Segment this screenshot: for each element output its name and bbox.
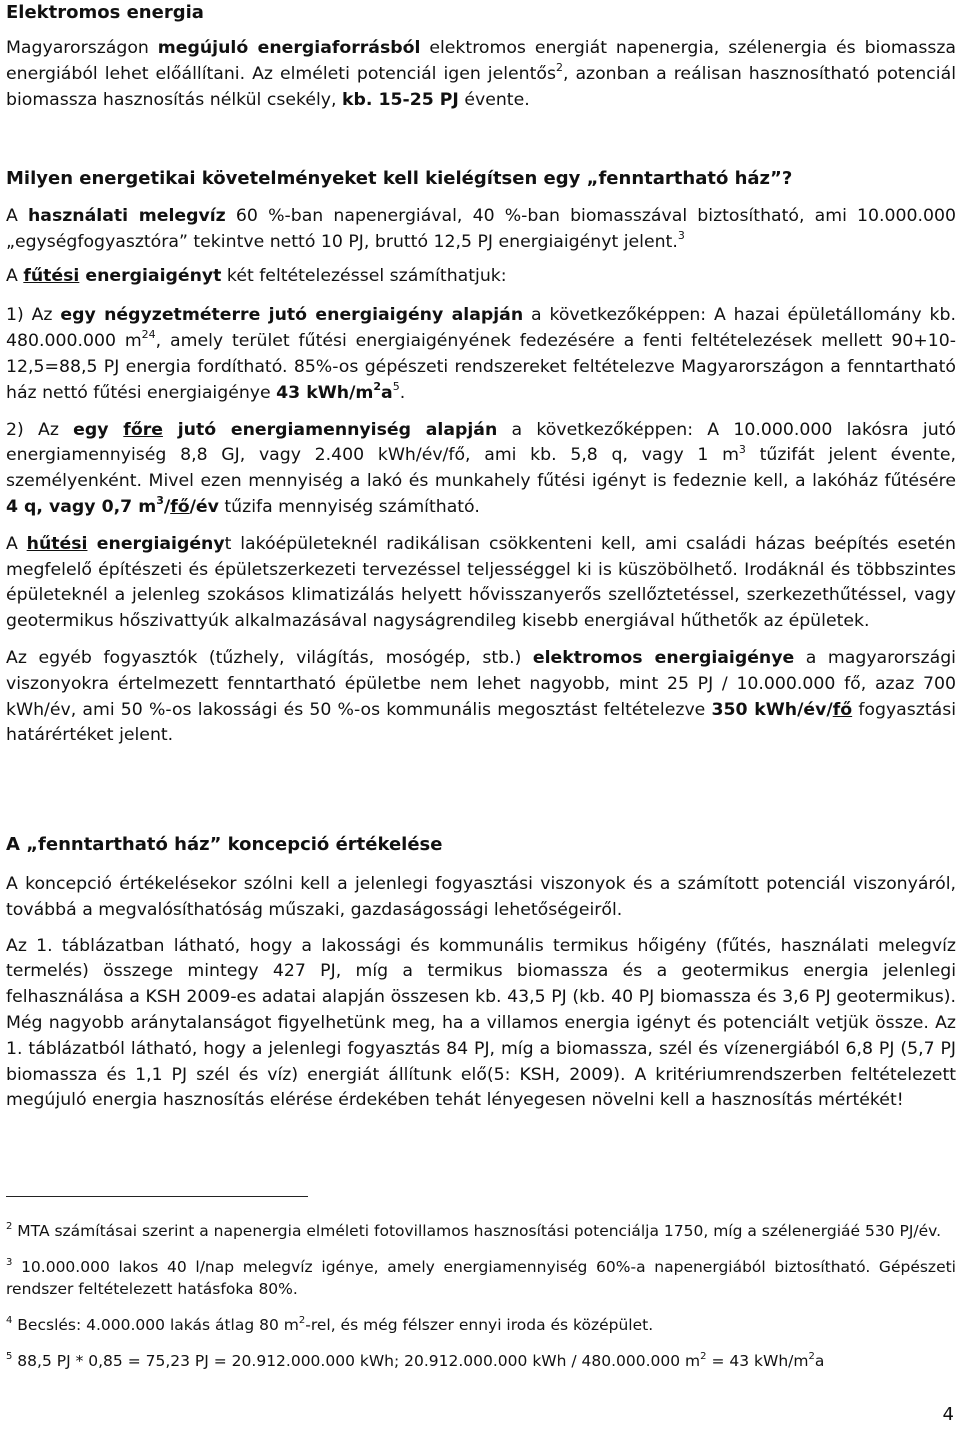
paragraph-evaluation-1: A koncepció értékelésekor szólni kell a jelenlegi fogyasztási viszonyok és a számított potenciál viszonyáról, továbbá a megvalósíthatóság műszaki, gazdaságossági lehetőségeiről.: [6, 874, 956, 920]
paragraph-cooling: A hűtési energiaigényt lakóépületeknél radikálisan csökkenteni kell, ami családi házas beépítés esetén megfelelő építészeti és épületszerkezeti tervezéssel teljességgel ki is küszöbölhető. Irodáknál és többszintes épületeknél a jelenleg szokásos klimatizálás helyett hővisszanyerős szellőztetéssel, szerkezethűtéssel, vagy geotermikus hőszivattyúk alkalmazásával nagyságrendileg kisebb energiával hűthetők az épületek.: [6, 533, 956, 632]
footnotes: [6, 1220, 956, 1372]
section-evaluation: [6, 832, 956, 1114]
footnote-5: $^5$ 88,5 PJ * 0,85 = 75,23 PJ = 20.912.000.000 kWh; 20.912.000.000 kWh / 480.000.000 $m^2 = 43$ kWh/$m^2a$: [6, 1350, 825, 1370]
footnote-ref-4: 24: [141, 328, 156, 342]
footnote-3: $^3$ 10.000.000 lakos 40 l/nap melegvíz igénye, amely energiamennyiség 60%-a napenergiából biztosítható. Gépészeti rendszer feltételezett hatásfoka 80%.: [6, 1256, 956, 1298]
footnote-separator: [6, 1196, 308, 1197]
paragraph-heating-intro: A fűtési energiaigényt két feltételezéssel számíthatjuk:: [6, 265, 507, 286]
paragraph-heating-person: 2) Az egy főre jutó energiamennyiség alapján a következőképpen: A 10.000.000 lakósra jutó energiamennyiség 8,8 GJ, vagy 2.400 kWh/év/fő, ami kb. 5,8 q, vagy 1 $m^3$ tűzifát jelent évente, személyenként. Mivel ezen mennyiség a lakó és munkahely fűtési igényt is fedeznie kell, a lakóház fűtésére 4 q, vagy 0,7 $m^3/fő/év$ tűzifa mennyiség számítható.: [6, 419, 956, 517]
footnote-ref-3: 3: [677, 229, 685, 243]
paragraph-electric: Magyarországon megújuló energiaforrásból elektromos energiát napenergia, szélenergia és biomassza energiából lehet előállítani. Az elméleti potenciál igen jelentős$^2$, azonban a reálisan hasznosítható potenciál biomassza hasznosítás nélkül csekély, kb. 15-25 PJ évente.: [6, 38, 956, 110]
page-number: 4: [942, 1404, 954, 1425]
footnote-2: $^2$ MTA számításai szerint a napenergia elméleti fotovillamos hasznosítási potenciálja 1750, míg a szélenergiáé 530 PJ/év.: [6, 1220, 942, 1240]
heading-requirements: Milyen energetikai követelményeket kell kielégítsen egy „fenntartható ház”?: [6, 168, 793, 189]
paragraph-electric-demand: Az egyéb fogyasztók (tűzhely, világítás, mosógép, stb.) elektromos energiaigénye a magyarországi viszonyokra értelmezett fenntartható épületbe nem lehet nagyobb, mint 25 PJ / 10.000.000 fő, azaz 700 kWh/év, ami 50 %-os lakossági és 50 %-os kommunális megosztást feltételezve 350 kWh/év/fő fogyasztási határértéket jelent.: [6, 647, 957, 746]
paragraph-evaluation-2: Az 1. táblázatban látható, hogy a lakossági és kommunális termikus hőigény (fűtés, használati melegvíz termelés) összege mintegy 427 PJ, míg a termikus biomassza és a geotermikus energia jelenlegi felhasználása a KSH 2009-es adatai alapján összesen kb. 43,5 PJ (kb. 40 PJ biomassza és 3,6 PJ geotermikus). Még nagyobb aránytalanságot figyelhetünk meg, ha a villamos energia igényt és potenciált vetjük össze. Az 1. táblázatból látható, hogy a jelenlegi fogyasztás 84 PJ, míg a biomassza, szél és vízenergiából 6,8 PJ (5,7 PJ biomassza és 1,1 PJ szél és víz) energiát állítunk elő(5: KSH, 2009). A kritériumrendszerben feltételezett megújuló energia hasznosítás elérése érdekében tehát lényegesen növelni kell a hasznosítás mértékét!: [6, 935, 956, 1111]
footnote-ref-5: 5: [392, 380, 400, 394]
paragraph-heating-area: 1) Az egy négyzetméterre jutó energiaigény alapján a következőképpen: A hazai épületállomány kb. 480.000.000 $m^{24}$, amely terület fűtési energiaigényének fedezésére a fenti feltételezések mellett 90+10-12,5=88,5 PJ energia fordítható. 85%-os gépészeti rendszereket feltételezve Magyarországon a fenntartható ház nettó fűtési energiaigénye 43 kWh/$m^2a^5$.: [6, 305, 956, 403]
heading-electric-energy: Elektromos energia: [6, 2, 204, 23]
footnote-4: $^4$ Becslés: 4.000.000 lakás átlag 80 $m^2$-rel, és még félszer ennyi iroda és középület.: [6, 1314, 654, 1334]
heading-evaluation: A „fenntartható ház” koncepció értékelése: [6, 834, 443, 855]
section-electric: [6, 0, 956, 113]
paragraph-hot-water: A használati melegvíz 60 %-ban napenergiával, 40 %-ban biomasszával biztosítható, ami 10.000.000 „egységfogyasztóra” tekintve nettó 10 PJ, bruttó 12,5 PJ energiaigényt jelent.$^3$: [6, 206, 956, 252]
footnote-ref-2: 2: [555, 61, 563, 75]
section-requirements: [6, 166, 956, 749]
